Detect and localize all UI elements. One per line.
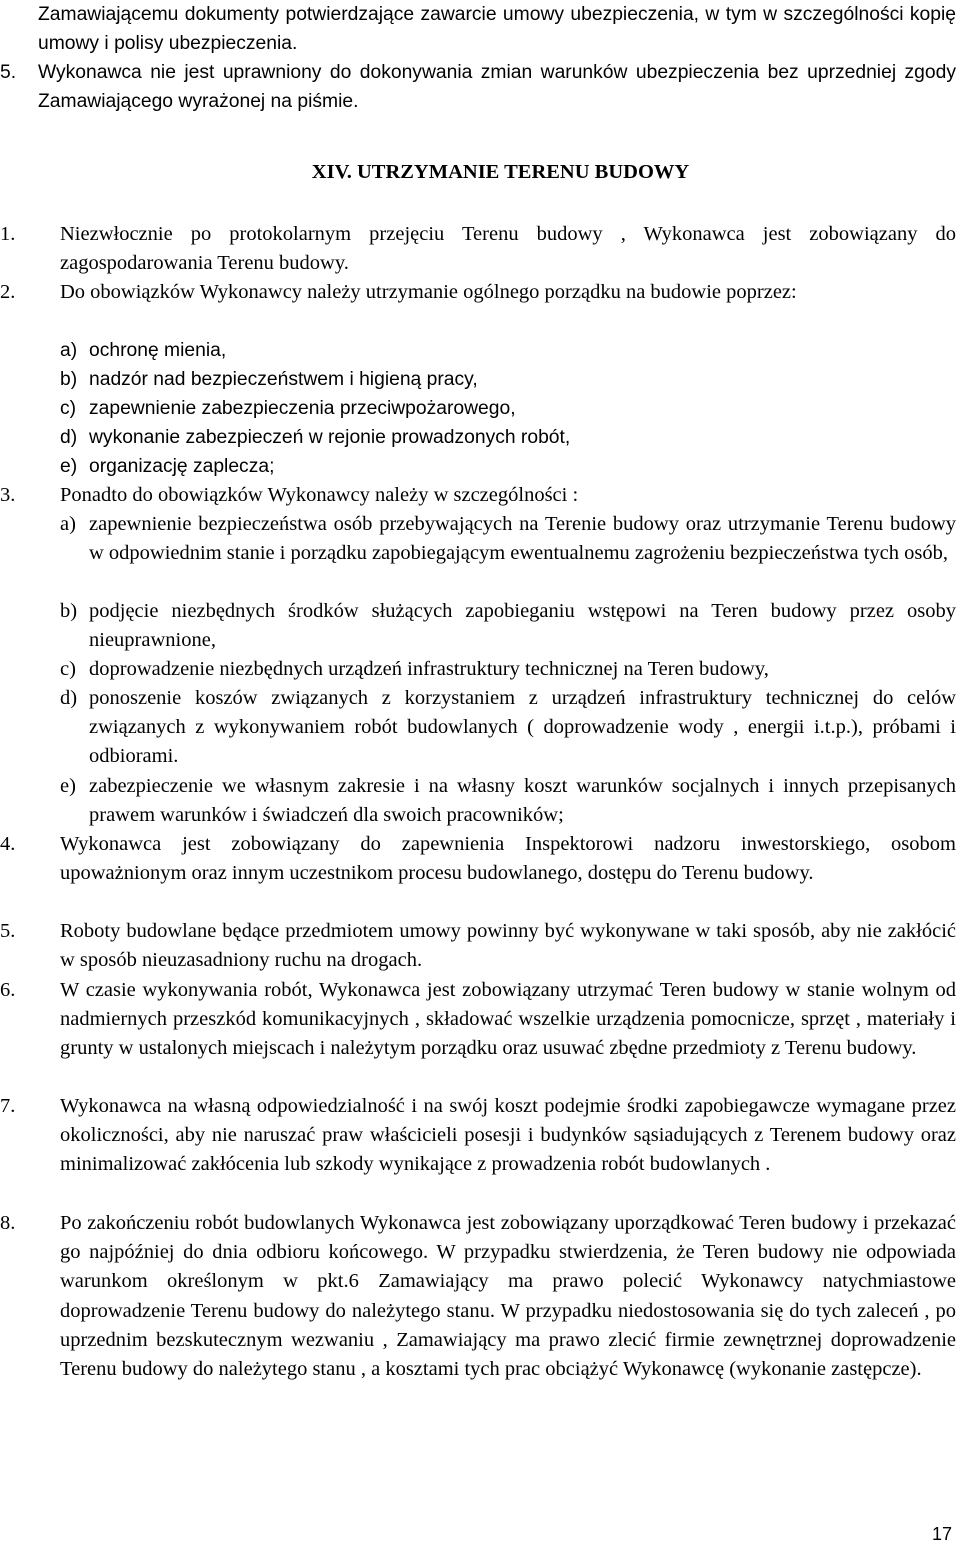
list-item: a) zapewnienie bezpieczeństwa osób przebywających na Terenie budowy oraz utrzymanie Terenu budowy w odpowiednim stanie i porządku zapobiegającym ewentualnemu zagrożeniu bezpieczeństwa tych osób,: [60, 513, 956, 565]
list-item: b) podjęcie niezbędnych środków służących zapobieganiu wstępowi na Teren budowy przez osoby nieuprawnione,: [60, 600, 956, 652]
list-item: c) zapewnienie zabezpieczenia przeciwpożarowego,: [60, 398, 516, 419]
page-number: 17: [931, 1524, 952, 1544]
list-item: d) wykonanie zabezpieczeń w rejonie prowadzonych robót,: [60, 427, 571, 448]
intro-continuation: Zamawiającemu dokumenty potwierdzające zawarcie umowy ubezpieczenia, w tym w szczególności kopię umowy i polisy ubezpieczenia.: [38, 4, 956, 55]
item-8: 8. Po zakończeniu robót budowlanych Wykonawca jest zobowiązany uporządkować Teren budowy i przekazać go najpóźniej do dnia odbioru końcowego. W przypadku stwierdzenia, że Teren budowy nie odpowiada warunkom określonym w pkt.6 Zamawiający ma prawo polecić Wykonawcy natychmiastowe doprowadzenie Terenu budowy do należytego stanu. W przypadku niedostosowania się do tych zaleceń , po uprzednim bezskutecznym wezwaniu , Zamawiający ma prawo zlecić firmie zewnętrznej doprowadzenie Terenu budowy do należytego stanu , a kosztami tych prac obciążyć Wykonawcę (wykonanie zastępcze).: [0, 1212, 956, 1381]
list-item: b) nadzór nad bezpieczeństwem i higieną pracy,: [60, 369, 478, 390]
item-3: 3. Ponadto do obowiązków Wykonawcy należy w szczególności :: [0, 484, 579, 506]
list-item: c) doprowadzenie niezbędnych urządzeń infrastruktury technicznej na Teren budowy,: [60, 658, 769, 680]
item-2: 2. Do obowiązków Wykonawcy należy utrzymanie ogólnego porządku na budowie poprzez:: [0, 281, 797, 303]
list-item: a) ochronę mienia,: [60, 340, 227, 361]
item-4: 4. Wykonawca jest zobowiązany do zapewnienia Inspektorowi nadzoru inwestorskiego, osobom upoważnionym oraz innym uczestnikom procesu budowlanego, dostępu do Terenu budowy.: [0, 833, 956, 885]
item-5: 5. Roboty budowlane będące przedmiotem umowy powinny być wykonywane w taki sposób, aby nie zakłócić w sposób nieuzasadniony ruchu na drogach.: [0, 920, 956, 972]
section-heading: XIV. UTRZYMANIE TERENU BUDOWY: [311, 161, 690, 183]
intro-item-5: 5. Wykonawca nie jest uprawniony do dokonywania zmian warunków ubezpieczenia bez uprzedniej zgody Zamawiającego wyrażonej na piśmie.: [0, 62, 956, 113]
item-7: 7. Wykonawca na własną odpowiedzialność i na swój koszt podejmie środki zapobiegawcze wymagane przez okoliczności, aby nie naruszać praw właścicieli posesji i budynków sąsiadujących z Terenem budowy oraz minimalizować zakłócenia lub szkody wynikające z prowadzenia robót budowlanych .: [0, 1095, 956, 1176]
list-item: e) zabezpieczenie we własnym zakresie i na własny koszt warunków socjalnych i innych przepisanych prawem warunków i świadczeń dla swoich pracowników;: [60, 775, 956, 827]
list-item: e) organizację zaplecza;: [60, 456, 275, 477]
list-item: d) ponoszenie koszów związanych z korzystaniem z urządzeń infrastruktury technicznej do celów związanych z wykonywaniem robót budowlanych ( doprowadzenie wody , energii i.t.p.), próbami i odbiorami.: [60, 687, 956, 768]
item-6: 6. W czasie wykonywania robót, Wykonawca jest zobowiązany utrzymać Teren budowy w stanie wolnym od nadmiernych przeszkód komunikacyjnych , składować wszelkie urządzenia pomocnicze, sprzęt , materiały i grunty w ustalonych miejscach i należytym porządku oraz usuwać zbędne przedmioty z Terenu budowy.: [0, 979, 956, 1060]
item-1: 1. Niezwłocznie po protokolarnym przejęciu Terenu budowy , Wykonawca jest zobowiązany do zagospodarowania Terenu budowy.: [0, 223, 956, 275]
